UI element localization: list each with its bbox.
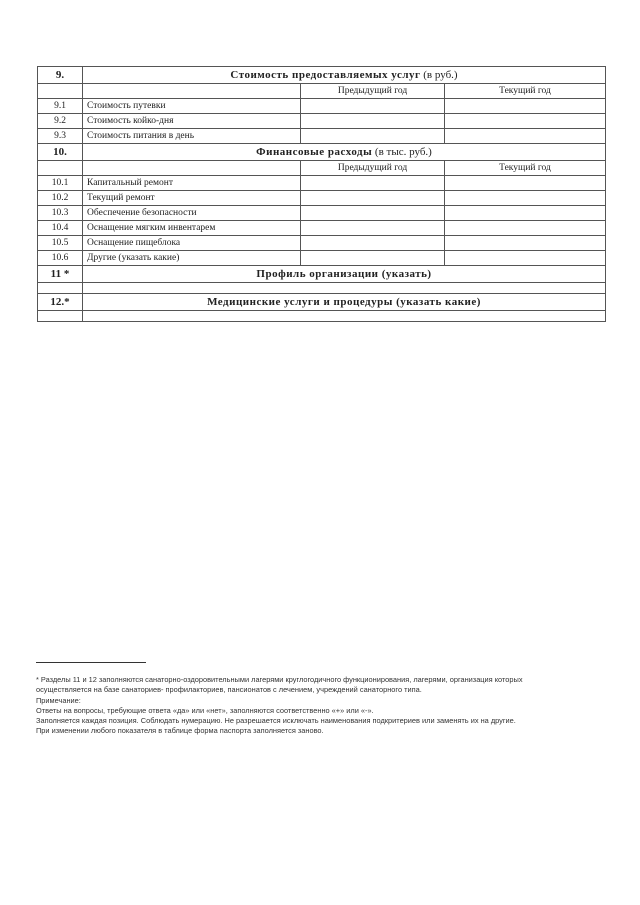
table-row: 10.5 Оснащение пищеблока [38, 236, 606, 251]
section-title: Финансовые расходы (в тыс. руб.) [83, 144, 606, 161]
footnote-separator [36, 662, 146, 663]
column-previous-year: Предыдущий год [301, 84, 445, 99]
passport-form-table [37, 66, 606, 322]
current-year-cell[interactable] [445, 176, 606, 191]
previous-year-cell[interactable] [301, 221, 445, 236]
table-row: 9.3 Стоимость питания в день [38, 129, 606, 144]
section-number: 9. [38, 67, 83, 84]
section-11-header [38, 266, 606, 283]
column-header-row [38, 84, 606, 99]
previous-year-cell[interactable] [301, 129, 445, 144]
profile-answer-cell[interactable] [83, 283, 606, 294]
section-12-header [38, 294, 606, 311]
row-label: Оснащение мягким инвентарем [83, 221, 301, 236]
table-row: 10.3 Обеспечение безопасности [38, 206, 606, 221]
table-row: 10.1 Капитальный ремонт [38, 176, 606, 191]
current-year-cell[interactable] [445, 221, 606, 236]
column-current-year: Текущий год [445, 161, 606, 176]
row-label: Текущий ремонт [83, 191, 301, 206]
row-label: Оснащение пищеблока [83, 236, 301, 251]
previous-year-cell[interactable] [301, 99, 445, 114]
table-row: 9.2 Стоимость койко-дня [38, 114, 606, 129]
answer-row [38, 283, 606, 294]
current-year-cell[interactable] [445, 114, 606, 129]
table-row: 9.1 Стоимость путевки [38, 99, 606, 114]
section-number: 10. [38, 144, 83, 161]
row-label: Другие (указать какие) [83, 251, 301, 266]
footnotes [36, 675, 596, 737]
previous-year-cell[interactable] [301, 191, 445, 206]
section-10-header [38, 144, 606, 161]
current-year-cell[interactable] [445, 236, 606, 251]
section-title: Медицинские услуги и процедуры (указать какие) [83, 294, 606, 311]
section-title: Профиль организации (указать) [83, 266, 606, 283]
section-number: 12.* [38, 294, 83, 311]
current-year-cell[interactable] [445, 191, 606, 206]
row-label: Стоимость путевки [83, 99, 301, 114]
previous-year-cell[interactable] [301, 206, 445, 221]
table-row: 10.2 Текущий ремонт [38, 191, 606, 206]
column-previous-year: Предыдущий год [301, 161, 445, 176]
previous-year-cell[interactable] [301, 114, 445, 129]
previous-year-cell[interactable] [301, 176, 445, 191]
section-title: Стоимость предоставляемых услуг (в руб.) [83, 67, 606, 84]
column-header-row [38, 161, 606, 176]
table-row: 10.6 Другие (указать какие) [38, 251, 606, 266]
row-label: Стоимость питания в день [83, 129, 301, 144]
previous-year-cell[interactable] [301, 236, 445, 251]
medical-services-answer-cell[interactable] [83, 311, 606, 322]
current-year-cell[interactable] [445, 206, 606, 221]
footnote-line: Примечание: [36, 695, 81, 705]
footnote-line: Ответы на вопросы, требующие ответа «да» или «нет», заполняются соответственно «+» или «-». [36, 705, 374, 715]
footnote-line: Заполняется каждая позиция. Соблюдать нумерацию. Не разрешается исключать наименования подкритериев или заменять их на другие. [36, 716, 516, 726]
footnote-line: * Разделы 11 и 12 заполняются санаторно-оздоровительными лагерями круглогодичного функционирования, лагерями, организация которых [36, 675, 523, 684]
answer-row [38, 311, 606, 322]
current-year-cell[interactable] [445, 99, 606, 114]
section-9-header [38, 67, 606, 84]
table-row: 10.4 Оснащение мягким инвентарем [38, 221, 606, 236]
column-current-year: Текущий год [445, 84, 606, 99]
previous-year-cell[interactable] [301, 251, 445, 266]
section-number: 11 * [38, 266, 83, 283]
row-label: Стоимость койко-дня [83, 114, 301, 129]
row-label: Обеспечение безопасности [83, 206, 301, 221]
current-year-cell[interactable] [445, 251, 606, 266]
footnote-line: При изменении любого показателя в таблице форма паспорта заполняется заново. [36, 726, 324, 736]
footnote-line: осуществляется на базе санаториев- профилакториев, пансионатов с лечением, учреждений санаторного типа. [36, 685, 422, 695]
current-year-cell[interactable] [445, 129, 606, 144]
row-label: Капитальный ремонт [83, 176, 301, 191]
